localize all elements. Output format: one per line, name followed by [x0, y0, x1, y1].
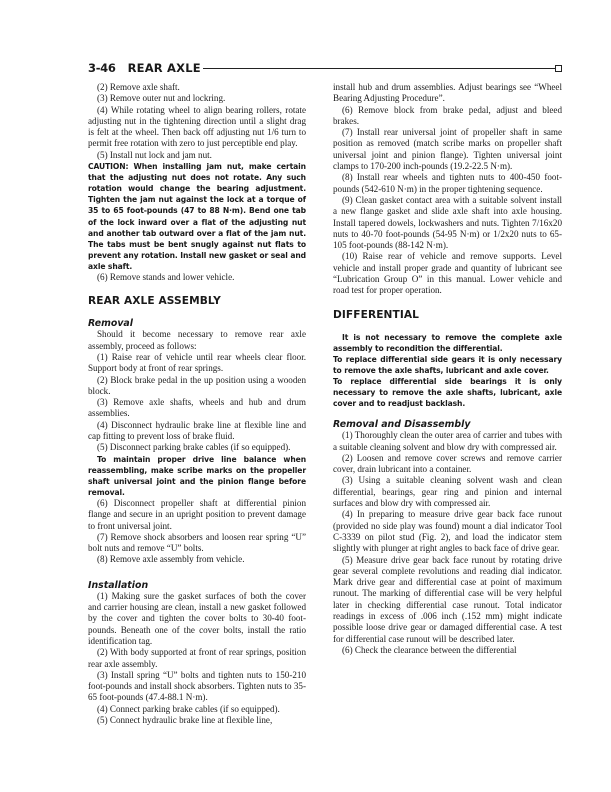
step: (5) Install nut lock and jam nut. [97, 149, 212, 160]
page-number: 3-46 [88, 61, 116, 75]
subheading-removal: Removal [88, 318, 133, 330]
differential-note: To replace differential side gears it is only necessary to remove the axle shafts, lubricant and axle cover. [333, 354, 562, 375]
step: (9) Clean gasket contact area with a suitable solvent install a new flange gasket and slide axle shaft into axle housing. Install tapered dowels, lockwashers and nuts. Tighten 7/16x20 nuts to 40-70 foot-pounds (54-95 N·m) or 1/2x20 nuts to 65-105 foot-pounds (88-142 N·m). [333, 194, 562, 251]
step: (6) Disconnect propeller shaft at differential pinion flange and secure in an upright position to prevent damage to front universal joint. [88, 497, 306, 531]
step: (8) Remove axle assembly from vehicle. [97, 554, 245, 565]
step: (1) Raise rear of vehicle until rear wheels clear floor. Support body at front of rear springs. [88, 351, 306, 374]
step: (4) Connect parking brake cables (if so equipped). [97, 703, 280, 714]
step: (6) Check the clearance between the differential [342, 644, 517, 655]
step: (3) Remove outer nut and lockring. [97, 93, 226, 104]
section-heading-rear-axle-assembly: REAR AXLE ASSEMBLY [88, 295, 221, 308]
step: (1) Making sure the gasket surfaces of both the cover and carrier housing are clean, install a new gasket followed by the cover and tighten the cover bolts to 30-40 foot-pounds. Beneath one of the cover bolts, install the ratio identification tag. [88, 590, 306, 646]
step: (4) In preparing to measure drive gear back face runout (provided no side play was found) mount a dial indicator Tool C-3339 on pilot stud (Fig. 2), and load the indicator stem slightly with plunger at right angles to back face of drive gear. [333, 509, 562, 554]
step: (3) Install spring “U” bolts and tighten nuts to 150-210 foot-pounds and install shock absorbers. Tighten nuts to 35-65 foot-pounds (47.4-88.1 N·m). [88, 669, 306, 703]
step: (2) Block brake pedal in the up position using a wooden block. [88, 374, 306, 396]
header-end-box-icon [555, 65, 562, 72]
step: (10) Raise rear of vehicle and remove supports. Level vehicle and install proper grade and quantity of lubricant see “Lubrication Group O” in this manual. Lower vehicle and road test for proper operation. [333, 251, 562, 296]
step: (2) Loosen and remove cover screws and remove carrier cover, drain lubricant into a container. [333, 452, 562, 475]
paragraph: Should it become necessary to remove rear axle assembly, proceed as follows: [88, 329, 306, 351]
step: (1) Thoroughly clean the outer area of carrier and tubes with a suitable cleaning solvent and blow dry with compressed air. [333, 430, 563, 452]
caution-note: CAUTION: When installing jam nut, make certain that the adjusting nut does not rotate. Any such rotation would change the bearing adjustment. Tighten the jam nut against the lock at a torque of 35 to 65 foot-pounds (47 to 88 N·m). Bend one tab of the lock inward over a flat of the adjusting nut and another tab outward over a flat of the jam nut. The tabs must be bent snugly against nut flats to prevent any rotation. Install new gasket or seal and axle shaft. [88, 162, 306, 271]
paragraph-continuation: install hub and drum assemblies. Adjust bearings see “Wheel Bearing Adjusting Procedure”. [333, 82, 562, 104]
section-heading-differential: DIFFERENTIAL [333, 308, 420, 321]
step: (3) Remove axle shafts, wheels and hub and drum assemblies. [88, 397, 306, 419]
step: (5) Connect hydraulic brake line at flexible line, [97, 715, 273, 725]
right-column [333, 82, 562, 656]
header-rule [203, 68, 555, 69]
page-header [88, 60, 562, 76]
step: (7) Remove shock absorbers and loosen rear spring “U” bolt nuts and remove “U” bolts. [88, 531, 306, 554]
subheading-removal-disassembly: Removal and Disassembly [333, 419, 471, 431]
step: (2) With body supported at front of rear springs, position rear axle assembly. [88, 647, 306, 669]
balance-note: To maintain proper drive line balance when reassembling, make scribe marks on the propeller shaft universal joint and the pinion flange before removal. [88, 454, 306, 497]
step: (7) Install rear universal joint of propeller shaft in same position as removed (match scribe marks on propeller shaft universal joint and pinion flange). Tighten universal joint clamps to 170-200 inch-pounds (19.2-22.5 N·m). [333, 127, 562, 172]
section-title: REAR AXLE [127, 61, 201, 75]
step: (3) Using a suitable cleaning solvent wash and clean differential, bearings, gear ring and pinion and internal surfaces and blow dry with compressed air. [333, 475, 562, 509]
differential-note: To replace differential side bearings it is only necessary to remove the axle shafts, lubricant, axle cover and to readjust backlash. [333, 377, 562, 409]
step: (4) Disconnect hydraulic brake line at flexible line and cap fitting to prevent loss of brake fluid. [88, 419, 306, 441]
step: (6) Remove stands and lower vehicle. [97, 272, 235, 283]
step: (2) Remove axle shaft. [97, 82, 180, 92]
step: (6) Remove block from brake pedal, adjust and bleed brakes. [333, 104, 562, 126]
step: (4) While rotating wheel to align bearing rollers, rotate adjusting nut in the tightening direction until a slight drag is felt at the wheel. Then back off adjusting nut 1/6 turn to permit free rotation with zero to just perceptible end play. [88, 104, 306, 149]
subheading-installation: Installation [88, 579, 149, 591]
step: (5) Measure drive gear back face runout by rotating drive gear several complete revolutions and reading dial indicator. Mark drive gear and differential case at point of maximum runout. The marking of differential case will be very helpful later in checking differential case runout. Total indicator readings in excess of .006 inch (.152 mm) might indicate possible loose drive gear or damaged differential case. A test for differential case runout will be described later. [333, 554, 562, 644]
left-column [88, 82, 306, 726]
differential-note: It is not necessary to remove the complete axle assembly to recondition the differential. [333, 332, 562, 353]
step: (8) Install rear wheels and tighten nuts to 400-450 foot-pounds (542-610 N·m) in the proper tightening sequence. [333, 172, 562, 194]
step: (5) Disconnect parking brake cables (if so equipped). [97, 442, 291, 453]
